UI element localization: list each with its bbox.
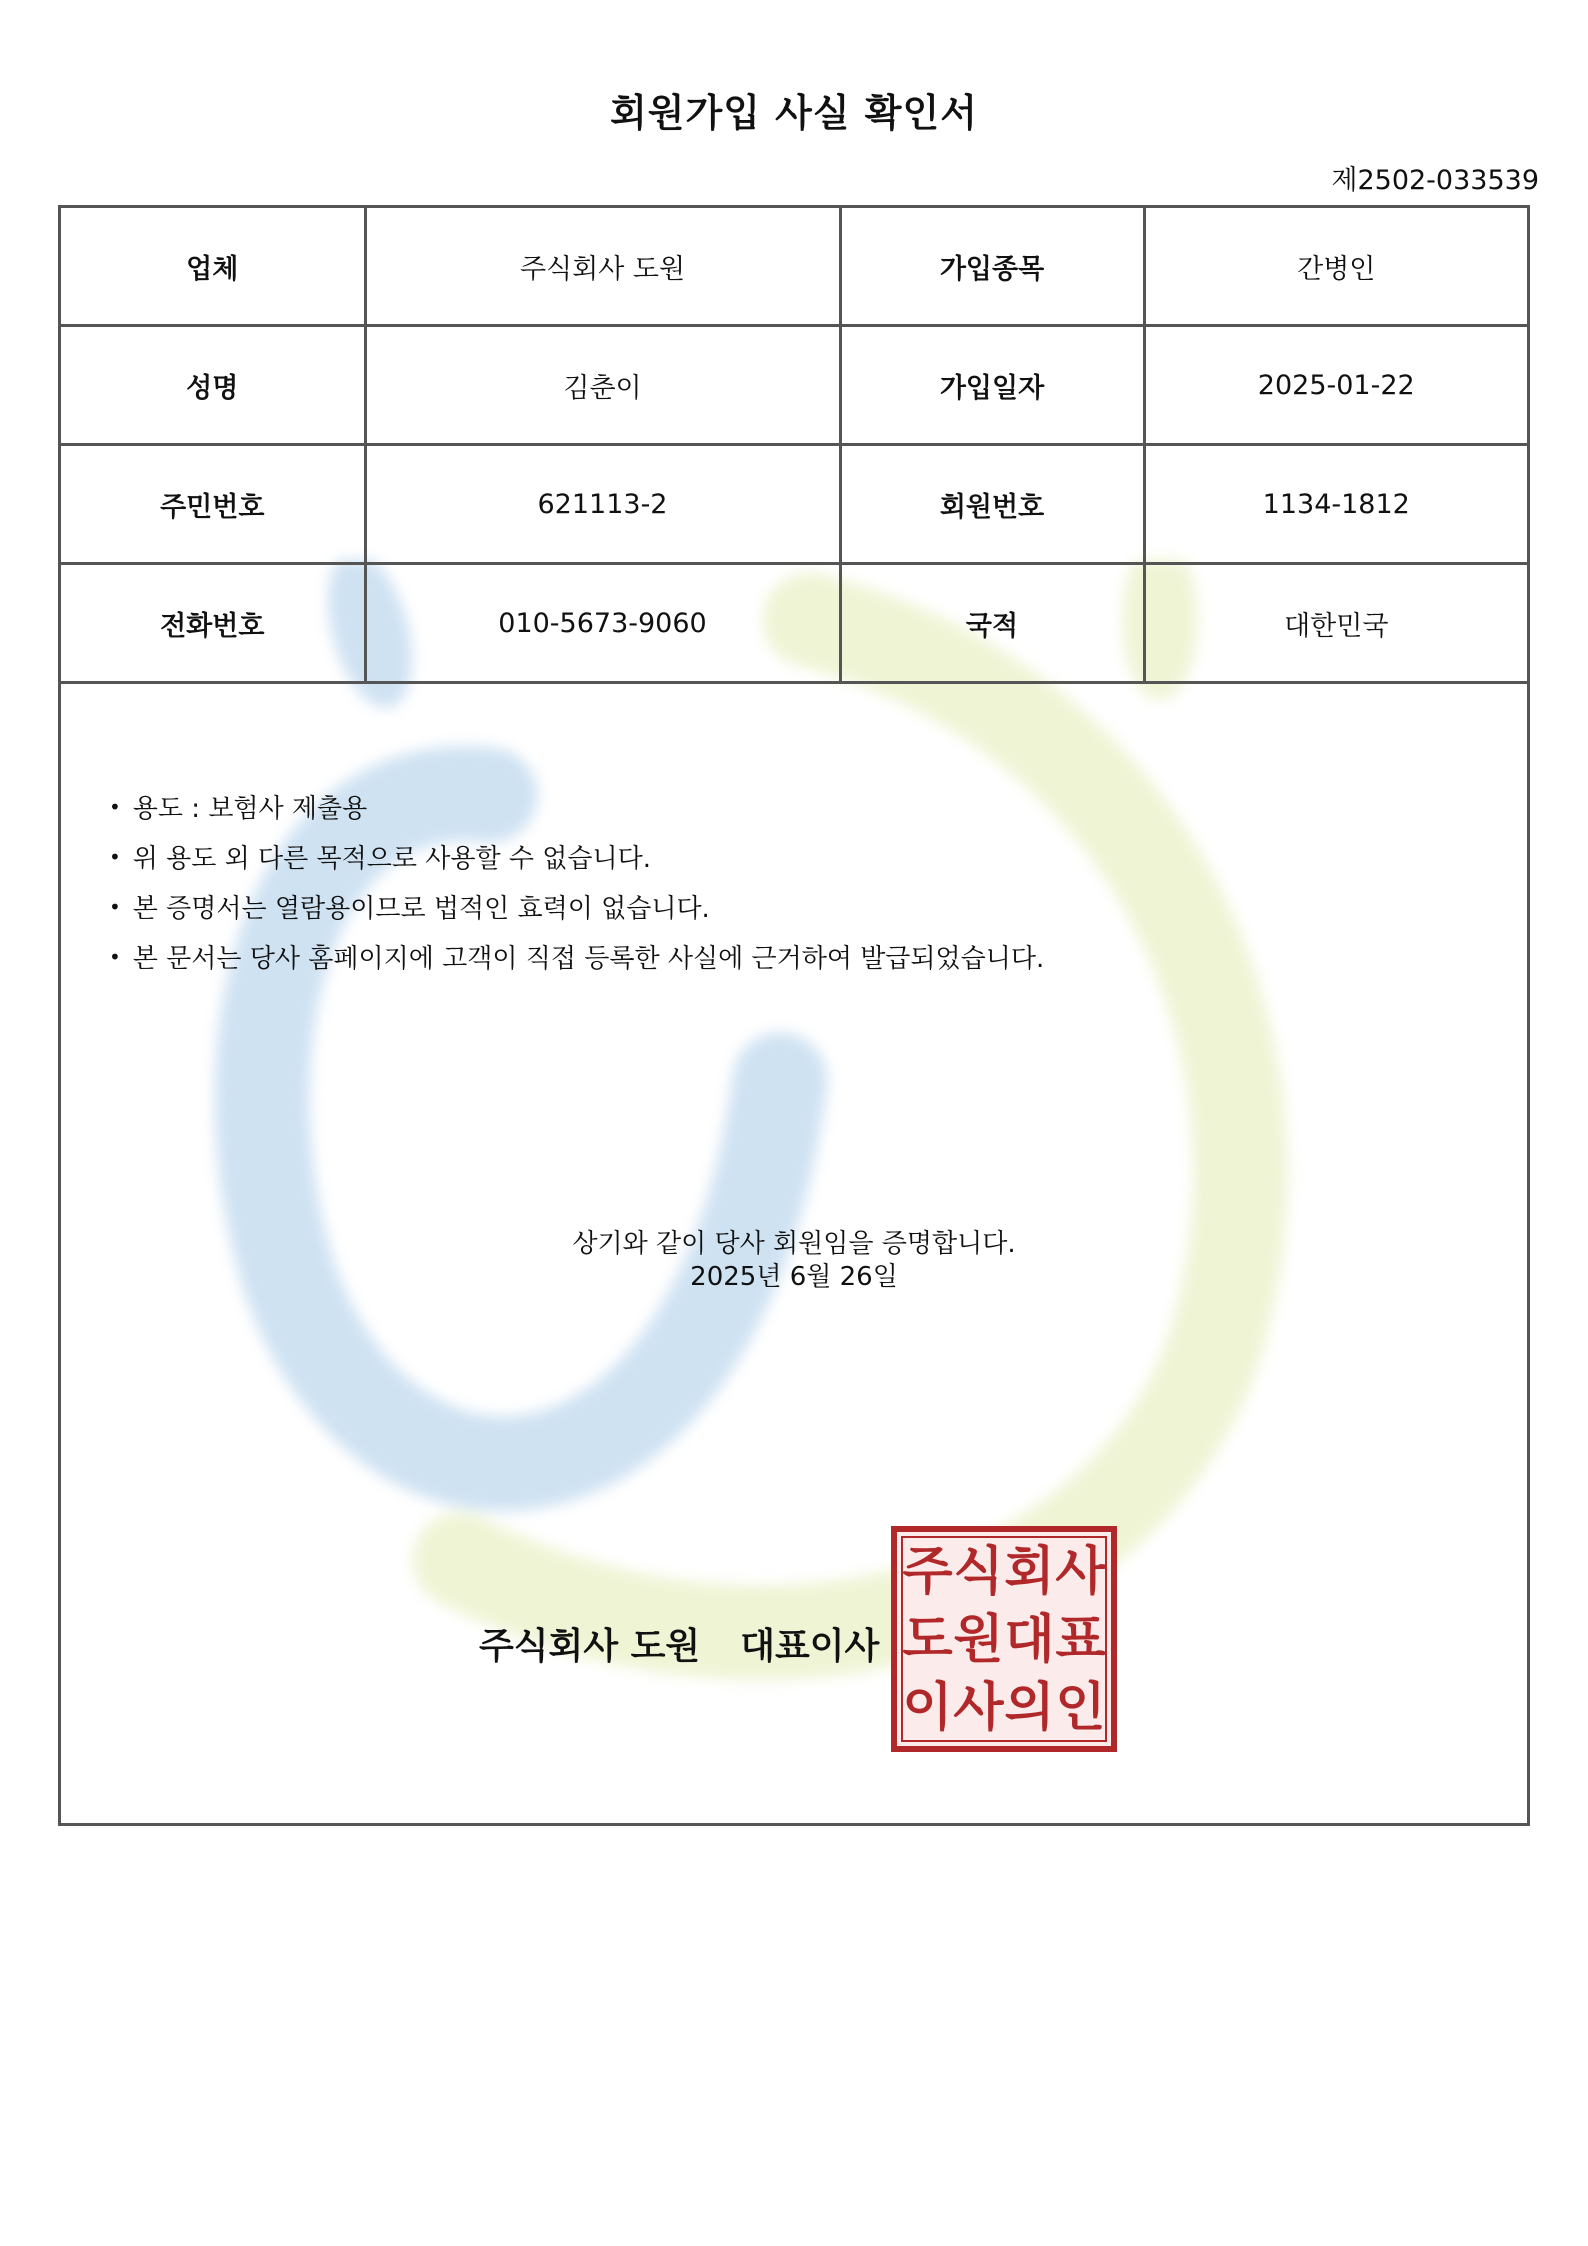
value-name: 김춘이 <box>365 326 840 445</box>
seal-glyph: 의 <box>1004 1678 1055 1738</box>
seal-glyph: 회 <box>1004 1542 1055 1602</box>
label-company: 업체 <box>61 208 365 326</box>
document-frame <box>58 205 1530 1826</box>
company-seal <box>891 1526 1117 1752</box>
label-resident-number: 주민번호 <box>61 445 365 564</box>
seal-glyph: 주 <box>902 1542 953 1602</box>
label-member-number: 회원번호 <box>840 445 1144 564</box>
table-row <box>61 326 1527 445</box>
label-join-date: 가입일자 <box>840 326 1144 445</box>
value-nationality: 대한민국 <box>1144 564 1527 683</box>
seal-glyph: 원 <box>953 1610 1004 1670</box>
table-row <box>61 208 1527 326</box>
document-number: 제2502-033539 <box>1331 165 1539 196</box>
list-item: • 위 용도 외 다른 목적으로 사용할 수 없습니다. <box>109 833 1044 883</box>
value-phone: 010-5673-9060 <box>365 564 840 683</box>
notes-list <box>109 783 1044 983</box>
list-item: • 용도 : 보험사 제출용 <box>109 783 1044 833</box>
value-membership-type: 간병인 <box>1144 208 1527 326</box>
value-member-number: 1134-1812 <box>1144 445 1527 564</box>
table-row <box>61 564 1527 683</box>
table-row <box>61 445 1527 564</box>
representative-title: 대표이사 <box>740 1626 880 1667</box>
seal-glyph: 인 <box>1055 1678 1106 1738</box>
seal-glyph: 이 <box>902 1678 953 1738</box>
value-company: 주식회사 도원 <box>365 208 840 326</box>
list-item: • 본 문서는 당사 홈페이지에 고객이 직접 등록한 사실에 근거하여 발급되었습니다. <box>109 933 1044 983</box>
certification-block <box>61 1228 1527 1294</box>
certification-date: 2025년 6월 26일 <box>690 1262 898 1292</box>
seal-glyph: 사 <box>1055 1542 1106 1602</box>
label-name: 성명 <box>61 326 365 445</box>
label-nationality: 국적 <box>840 564 1144 683</box>
seal-glyph: 식 <box>953 1542 1004 1602</box>
label-phone: 전화번호 <box>61 564 365 683</box>
certification-statement: 상기와 같이 당사 회원임을 증명합니다. <box>572 1229 1016 1259</box>
seal-glyph: 대 <box>1004 1610 1055 1670</box>
seal-glyph: 표 <box>1055 1610 1106 1670</box>
document-title: 회원가입 사실 확인서 <box>610 91 978 135</box>
seal-glyph: 도 <box>902 1610 953 1670</box>
company-name: 주식회사 도원 <box>479 1626 701 1667</box>
value-join-date: 2025-01-22 <box>1144 326 1527 445</box>
member-info-table <box>61 208 1527 684</box>
label-membership-type: 가입종목 <box>840 208 1144 326</box>
seal-glyph: 사 <box>953 1678 1004 1738</box>
value-resident-number: 621113-2 <box>365 445 840 564</box>
list-item: • 본 증명서는 열람용이므로 법적인 효력이 없습니다. <box>109 883 1044 933</box>
company-signature <box>479 1618 879 1669</box>
